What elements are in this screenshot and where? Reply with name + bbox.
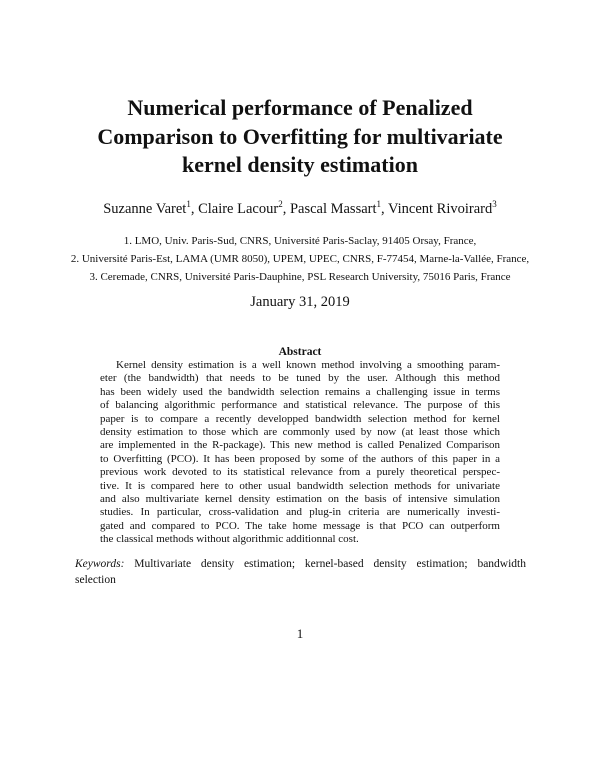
title-line: Numerical performance of Penalized xyxy=(127,95,473,120)
author-name: Vincent Rivoirard xyxy=(388,200,493,217)
affiliation: 1. LMO, Univ. Paris-Sud, CNRS, Université Paris-Saclay, 91405 Orsay, France, xyxy=(123,235,477,247)
paper-title xyxy=(0,94,600,180)
abstract-line: previous work devoted to its statistical relevance from a purely theoretical perspec- xyxy=(100,466,500,479)
abstract-line: has been widely used the bandwidth selection remains a challenging issue in terms xyxy=(100,385,500,398)
abstract-line: the classical methods without algorithmic additionnal cost. xyxy=(100,533,359,546)
affiliation-mark: 1 xyxy=(376,199,382,209)
keywords-label: Keywords: xyxy=(75,558,125,570)
author-name: Suzanne Varet xyxy=(103,200,187,217)
affiliation: 3. Ceremade, CNRS, Université Paris-Dauphine, PSL Research University, 75016 Paris, France xyxy=(89,271,511,283)
separator: , xyxy=(282,200,290,217)
keywords xyxy=(75,557,526,588)
title-line: kernel density estimation xyxy=(182,152,418,177)
title-line: Comparison to Overfitting for multivariate xyxy=(97,123,503,149)
abstract-line: of balancing algorithmic performance and statistical relevance. The purpose of this xyxy=(100,399,500,412)
abstract-line: Kernel density estimation is a well known method involving a smoothing param- xyxy=(116,359,500,371)
abstract-heading: Abstract xyxy=(278,346,322,358)
keywords-text: selection xyxy=(75,573,116,586)
affiliation: 2. Université Paris-Est, LAMA (UMR 8050), UPEM, UPEC, CNRS, F-77454, Marne-la-Vallée, France, xyxy=(70,253,530,265)
keywords-line xyxy=(75,557,526,573)
author-name: Pascal Massart xyxy=(289,200,377,217)
abstract-line: tive. It is compared here to other usual bandwidth selection methods for univariate xyxy=(100,479,500,492)
separator: , xyxy=(190,200,199,217)
affiliation-mark: 1 xyxy=(186,199,191,209)
abstract-body xyxy=(100,359,500,546)
date: January 31, 2019 xyxy=(250,294,350,310)
abstract-line: studies. In particular, cross-validation and plug-in criteria are numerically investi- xyxy=(100,506,500,519)
author-list xyxy=(0,199,600,218)
separator: , xyxy=(381,200,389,217)
abstract-line: paper is to compare a recently developped bandwidth selection method for kernel xyxy=(100,412,500,425)
keywords-text: Multivariate density estimation; kernel-based density estimation; bandwidth xyxy=(134,558,526,570)
page-number: 1 xyxy=(296,626,304,641)
abstract-line: are implemented in the R-package). This new method is called Penalized Comparison xyxy=(100,439,500,452)
author-name: Claire Lacour xyxy=(198,200,279,217)
abstract-line: eter (the bandwidth) that needs to be tuned by the user. Although this method xyxy=(100,372,500,385)
abstract-line: gated and compared to PCO. The take home message is that PCO can outperform xyxy=(100,519,500,532)
abstract-line: density estimation to those which are commonly used by now (at least those which xyxy=(100,425,500,438)
affiliation-mark: 3 xyxy=(492,199,497,209)
abstract-line: to Overfitting (PCO). It has been proposed by some of the authors of this paper in a xyxy=(100,452,500,465)
affiliation-mark: 2 xyxy=(278,199,283,209)
abstract-line: and also multivariate kernel density estimation on the basis of intensive simulation xyxy=(100,492,500,505)
